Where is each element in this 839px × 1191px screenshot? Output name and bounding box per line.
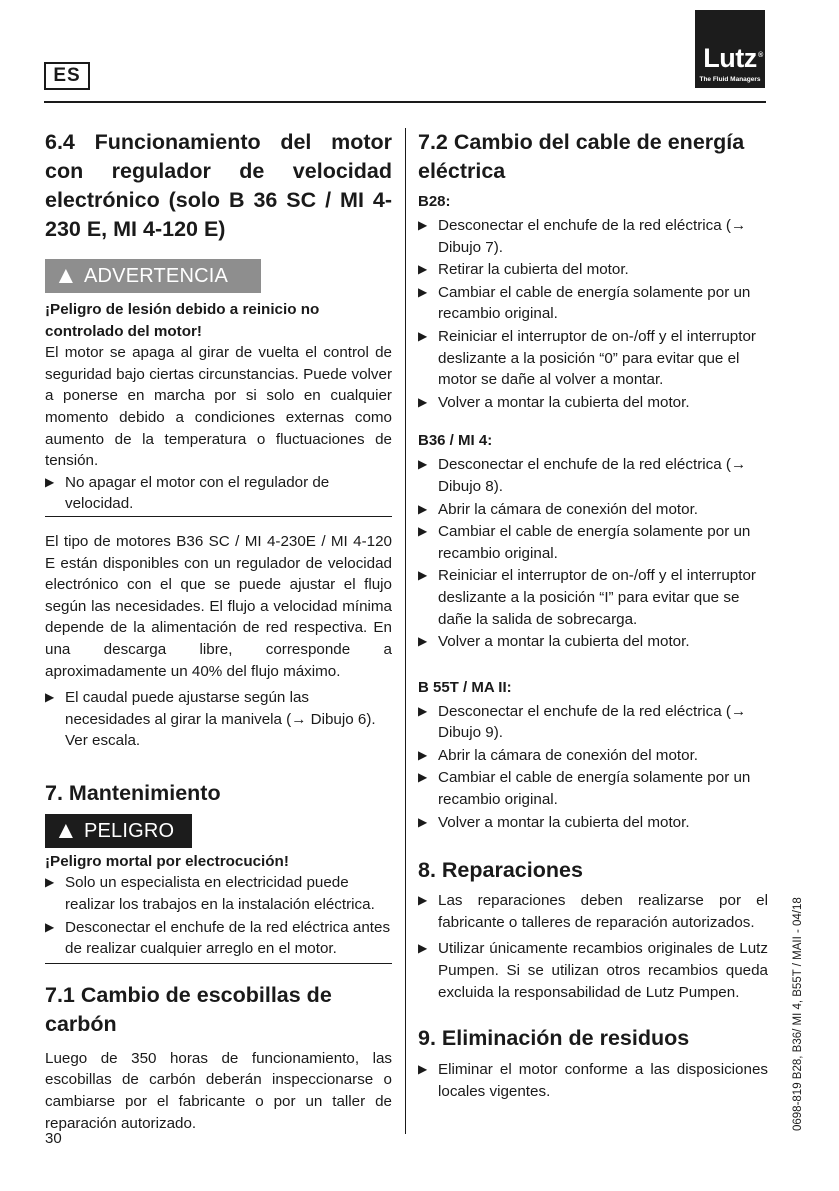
b55-step: ▶ Volver a montar la cubierta del motor. bbox=[418, 812, 768, 834]
warning-bullet: ▶ No apagar el motor con el regulador de velocidad. bbox=[45, 472, 392, 515]
page-number: 30 bbox=[45, 1130, 62, 1147]
logo-slogan: The Fluid Managers bbox=[699, 76, 761, 83]
section-7-1-text: Luego de 350 horas de funcionamiento, las escobillas de carbón deberán inspeccionarse o cambiarse por el fabricante o por un taller de reparación autorizado. bbox=[45, 1049, 392, 1132]
logo-name: Lutz ® bbox=[703, 43, 763, 73]
b36-title: B36 / MI 4: bbox=[418, 432, 493, 450]
danger-bullet: ▶ Solo un especialista en electricidad puede realizar los trabajos en la instalación eléctrica. bbox=[45, 872, 392, 915]
arrow-bullet-icon: ▶ bbox=[418, 284, 428, 299]
language-badge: ES bbox=[44, 62, 90, 90]
arrow-bullet-icon: ▶ bbox=[418, 814, 428, 829]
b28-step: ▶ Volver a montar la cubierta del motor. bbox=[418, 392, 768, 414]
document-reference: 0698-819 B28, B36/ MI 4, B55T / MAII - 04/18 bbox=[792, 897, 804, 1131]
b55-step: ▶ Cambiar el cable de energía solamente por un recambio original. bbox=[418, 767, 768, 810]
section-9-bullet: ▶ Eliminar el motor conforme a las disposiciones locales vigentes. bbox=[418, 1059, 768, 1102]
arrow-bullet-icon: ▶ bbox=[418, 770, 428, 785]
b36-step: ▶ Cambiar el cable de energía solamente por un recambio original. bbox=[418, 521, 768, 564]
column-divider bbox=[405, 128, 406, 1134]
section-9-title: 9. Eliminación de residuos bbox=[418, 1026, 690, 1051]
danger-banner bbox=[45, 814, 192, 848]
section-8-title: 8. Reparaciones bbox=[418, 858, 583, 883]
arrow-bullet-icon: ▶ bbox=[45, 690, 55, 705]
b28-title: B28: bbox=[418, 193, 451, 210]
warning-triangle-icon: ▲ bbox=[54, 262, 78, 289]
lutz-logo bbox=[695, 10, 765, 88]
b55-step: ▶ Desconectar el enchufe de la red eléctrica (→ Dibujo 9). bbox=[418, 701, 768, 744]
warning-subtitle: ¡Peligro de lesión debido a reinicio no controlado del motor! bbox=[45, 301, 320, 340]
arrow-bullet-icon: ▶ bbox=[45, 919, 55, 934]
arrow-bullet-icon: ▶ bbox=[418, 703, 428, 718]
section-8-bullet: ▶ Utilizar únicamente recambios originales de Lutz Pumpen. Si se utilizan otros recambios queda excluida la responsabilidad de Lutz Pumpen. bbox=[418, 938, 768, 1003]
arrow-bullet-icon: ▶ bbox=[418, 328, 428, 343]
warning-label: ADVERTENCIA bbox=[83, 265, 229, 287]
section-7-title: 7. Mantenimiento bbox=[45, 780, 221, 805]
arrow-bullet-icon: ▶ bbox=[45, 875, 55, 890]
arrow-bullet-icon: ▶ bbox=[418, 457, 428, 472]
b36-step: ▶ Desconectar el enchufe de la red eléctrica (→ Dibujo 8). bbox=[418, 454, 768, 497]
warning-text: El motor se apaga al girar de vuelta el control de seguridad bajo ciertas circunstancias. Puede volver a ponerse en marcha por si solo en cualquier momento debido a condiciones externas como aumento de la temperatura o fluctuaciones de tensión. bbox=[45, 344, 392, 470]
danger-subtitle: ¡Peligro mortal por electrocución! bbox=[45, 852, 289, 870]
danger-label: PELIGRO bbox=[83, 819, 175, 842]
arrow-bullet-icon: ▶ bbox=[418, 262, 428, 277]
arrow-bullet-icon: ▶ bbox=[418, 941, 428, 956]
arrow-bullet-icon: ▶ bbox=[418, 394, 428, 409]
section-6-4-bullet: ▶ El caudal puede ajustarse según las necesidades al girar la manivela (→ Dibujo 6). Ver escala. bbox=[45, 687, 392, 752]
b28-step: ▶ Cambiar el cable de energía solamente por un recambio original. bbox=[418, 282, 768, 325]
arrow-bullet-icon: ▶ bbox=[418, 747, 428, 762]
warning-triangle-icon: ▲ bbox=[54, 816, 78, 844]
arrow-bullet-icon: ▶ bbox=[418, 1062, 428, 1077]
left-column bbox=[45, 128, 392, 1134]
section-6-4-title: 6.4 Funcionamiento del motor con regulador de velocidad electrónico (solo B 36 SC / MI 4-230 E, MI 4-120 E) bbox=[45, 130, 392, 241]
b28-step: ▶ Reiniciar el interruptor de on-/off y el interruptor deslizante a la posición “0” para evitar que el motor se dañe al volver a montar. bbox=[418, 326, 768, 391]
arrow-bullet-icon: ▶ bbox=[45, 474, 55, 489]
arrow-bullet-icon: ▶ bbox=[418, 501, 428, 516]
warning-banner bbox=[45, 259, 261, 293]
arrow-bullet-icon: ▶ bbox=[418, 893, 428, 908]
danger-bullet: ▶ Desconectar el enchufe de la red eléctrica antes de realizar cualquier arreglo en el motor. bbox=[45, 917, 392, 960]
section-6-4-text: El tipo de motores B36 SC / MI 4-230E / MI 4-120 E están disponibles con un regulador de velocidad electrónico con el que se puede ajustar el flujo según las necesidades. El flujo a velocidad mínima depende de la alimentación de red respectiva. En una descarga libre, corresponde a aproximadamente un 40% del flujo máximo. bbox=[45, 532, 392, 680]
arrow-bullet-icon: ▶ bbox=[418, 218, 428, 232]
b28-step: ▶ Retirar la cubierta del motor. bbox=[418, 259, 768, 281]
arrow-bullet-icon: ▶ bbox=[418, 634, 428, 649]
b55-step: ▶ Abrir la cámara de conexión del motor. bbox=[418, 745, 768, 767]
section-8-bullet: ▶ Las reparaciones deben realizarse por el fabricante o talleres de reparación autorizados. bbox=[418, 890, 768, 933]
b55-title: B 55T / MA II: bbox=[418, 678, 512, 696]
b36-step: ▶ Reiniciar el interruptor de on-/off y el interruptor deslizante a la posición “I” para evitar que se dañe la salida de sobrecarga. bbox=[418, 565, 768, 630]
arrow-bullet-icon: ▶ bbox=[418, 568, 428, 583]
header-rule bbox=[44, 101, 766, 103]
section-7-1-title: 7.1 Cambio de escobillas de carbón bbox=[45, 982, 332, 1036]
arrow-bullet-icon: ▶ bbox=[418, 524, 428, 539]
b36-step: ▶ Volver a montar la cubierta del motor. bbox=[418, 631, 768, 653]
section-7-2-title: 7.2 Cambio del cable de energía eléctrica bbox=[418, 130, 745, 183]
b28-step: ▶ Desconectar el enchufe de la red eléctrica (→ Dibujo 7). bbox=[418, 215, 768, 258]
right-column bbox=[418, 128, 768, 1103]
b36-step: ▶ Abrir la cámara de conexión del motor. bbox=[418, 499, 768, 521]
